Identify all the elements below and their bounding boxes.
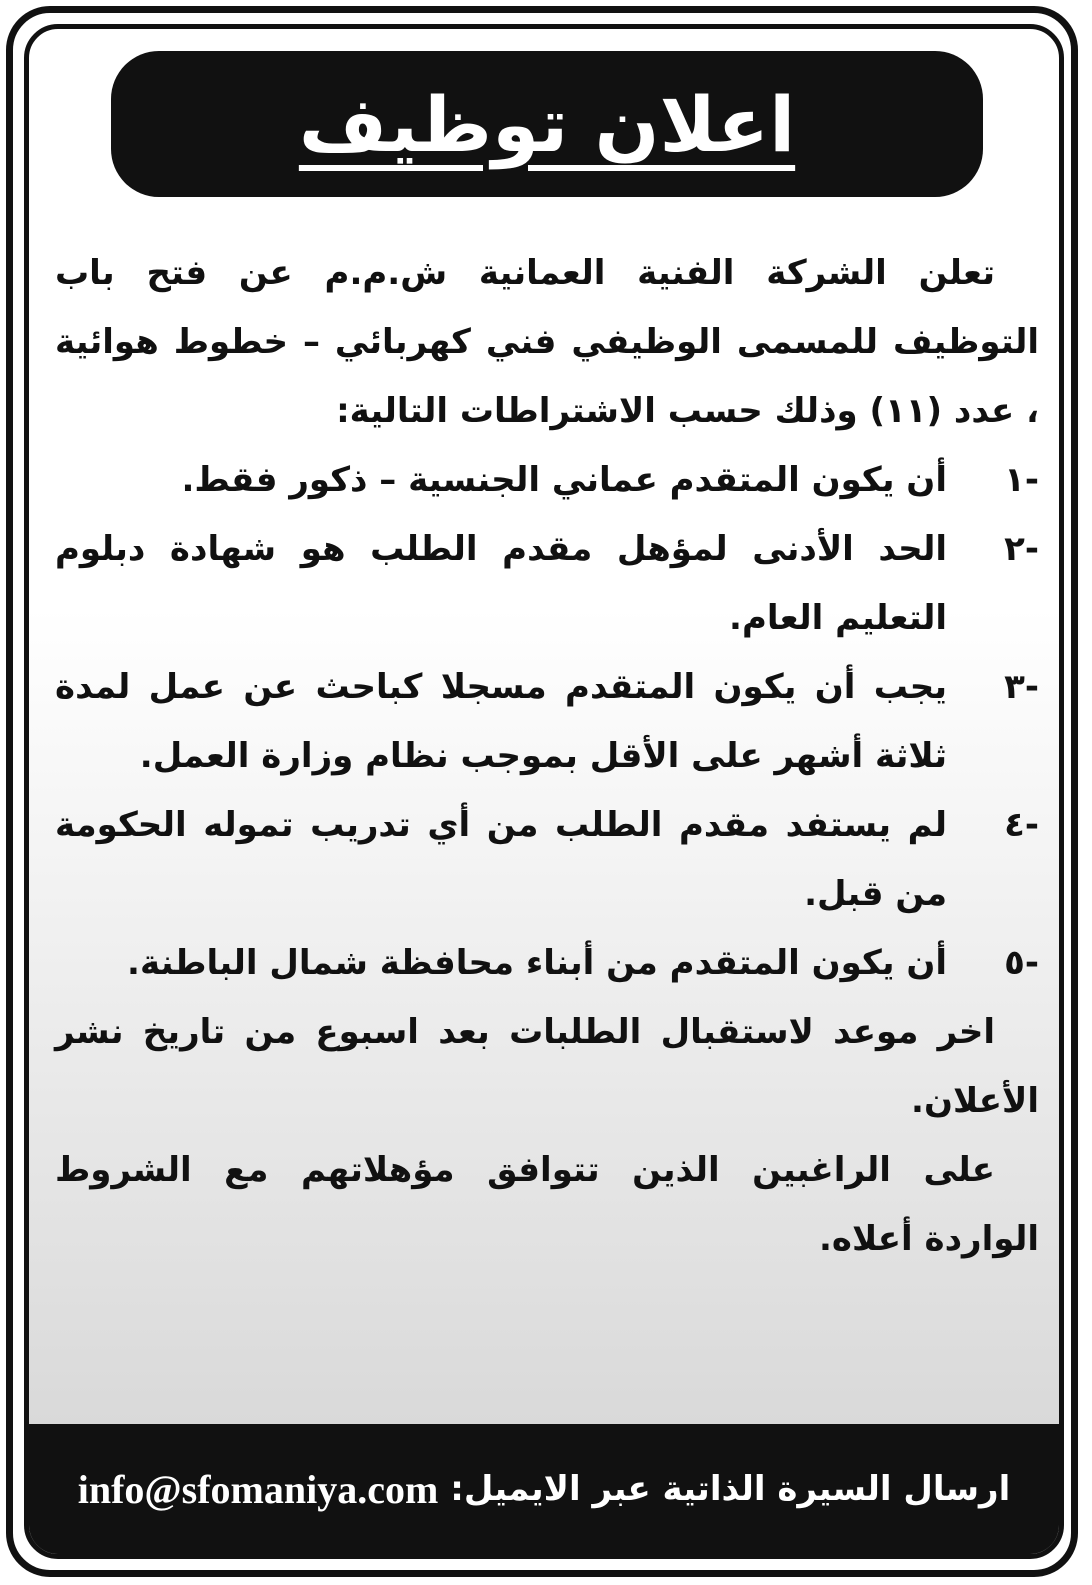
requirement-text: يجب أن يكون المتقدم مسجلا كباحث عن عمل لمدة ثلاثة أشهر على الأقل بموجب نظام وزارة العمل. — [55, 667, 947, 776]
requirement-number: -١ — [1004, 460, 1039, 500]
title-banner — [111, 51, 983, 197]
requirement-number: -٥ — [1004, 943, 1039, 983]
requirement-item-5 — [55, 929, 1039, 998]
intro-paragraph: تعلن الشركة الفنية العمانية ش.م.م عن فتح باب التوظيف للمسمى الوظيفي فني كهربائي – خطوط هوائية ، عدد (١١) وذلك حسب الاشتراطات التالية: — [55, 253, 1039, 431]
contact-email[interactable]: info@sfomaniya.com — [77, 1466, 439, 1512]
requirement-item-1 — [55, 446, 1039, 515]
ad-body — [55, 239, 1039, 1429]
requirement-item-3 — [55, 653, 1039, 791]
requirement-item-2 — [55, 515, 1039, 653]
deadline-paragraph: اخر موعد لاستقبال الطلبات بعد اسبوع من تاريخ نشر الأعلان. — [55, 1012, 1039, 1121]
contact-footer — [29, 1424, 1059, 1554]
ad-title: اعلان توظيف — [298, 79, 796, 169]
ad-frame — [24, 24, 1064, 1559]
requirement-text: أن يكون المتقدم من أبناء محافظة شمال الباطنة. — [127, 943, 947, 983]
requirement-item-4 — [55, 791, 1039, 929]
requirement-number: -٣ — [1004, 667, 1039, 707]
requirement-text: أن يكون المتقدم عماني الجنسية – ذكور فقط. — [181, 460, 947, 500]
requirement-text: الحد الأدنى لمؤهل مقدم الطلب هو شهادة دبلوم التعليم العام. — [55, 529, 947, 638]
requirement-text: لم يستفد مقدم الطلب من أي تدريب تموله الحكومة من قبل. — [55, 805, 947, 914]
closing-paragraph: على الراغبين الذين تتوافق مؤهلاتهم مع الشروط الواردة أعلاه. — [55, 1150, 1039, 1259]
contact-label: ارسال السيرة الذاتية عبر الايميل: — [450, 1469, 1011, 1509]
requirement-number: -٤ — [1004, 805, 1039, 845]
requirement-number: -٢ — [1004, 529, 1039, 569]
